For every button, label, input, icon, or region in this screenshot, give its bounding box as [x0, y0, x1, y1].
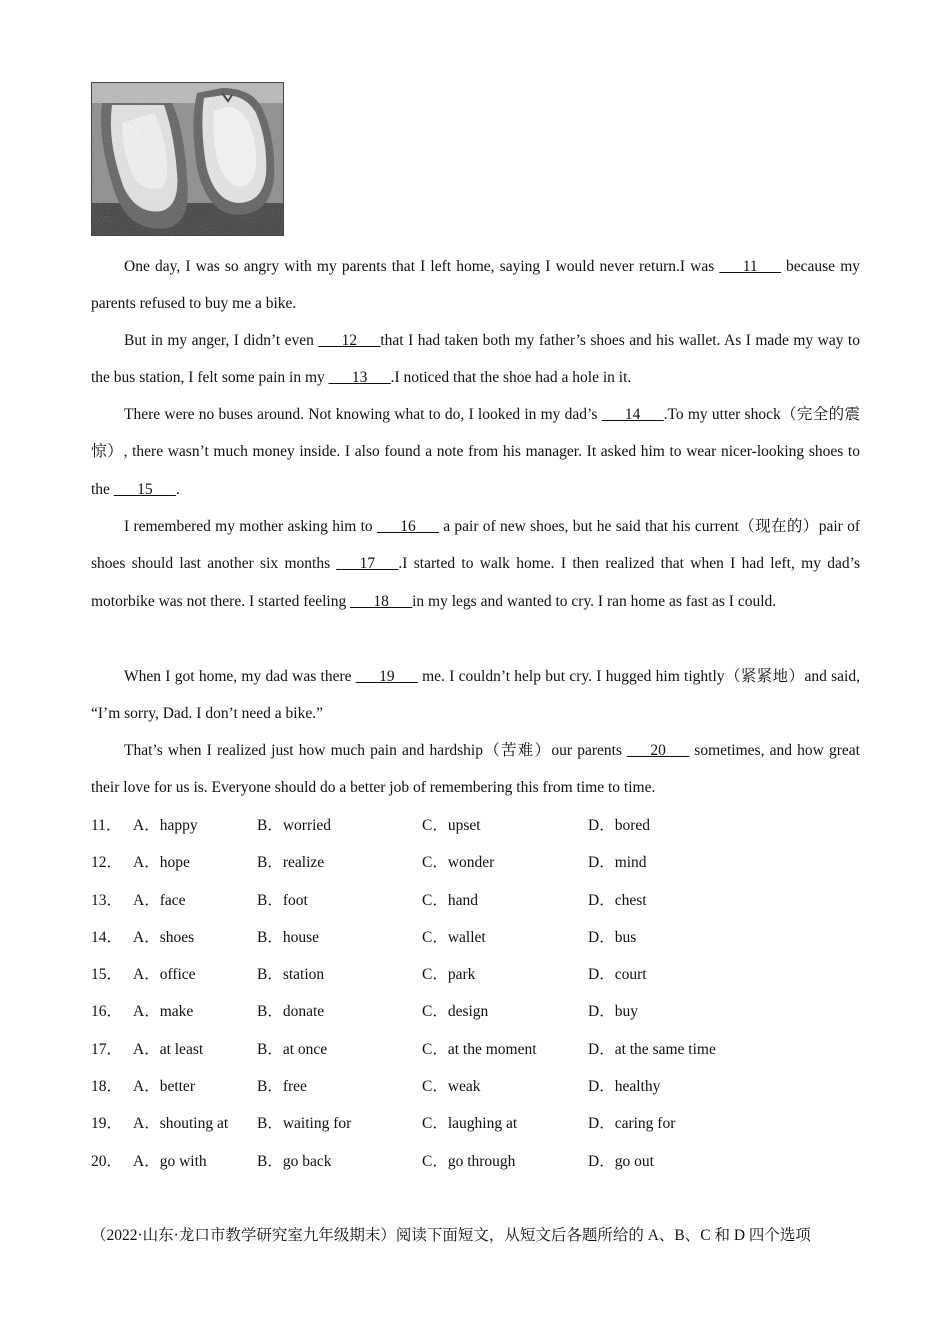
question-16 [91, 993, 861, 1030]
blank-12: ___12___ [318, 332, 381, 349]
option-b: B．worried [257, 817, 332, 834]
blank-13: ___13___ [328, 369, 391, 387]
question-number: 16． [91, 1003, 123, 1021]
option-d: D．caring for [588, 1115, 676, 1133]
passage-paragraph-2 [91, 322, 860, 397]
option-d: D．at the same time [588, 1040, 716, 1058]
option-b: B．waiting for [257, 1115, 352, 1133]
option-c: C．wallet [422, 928, 486, 946]
passage-text: .To my utter shock（完全的震惊）, there wasn’t much money inside. I also found a note from his manager. It asked him to wear nicer-looking shoes to the [91, 406, 860, 498]
option-d: D．mind [588, 854, 647, 872]
question-number: 13． [91, 891, 123, 909]
blank-15: ___15___ [113, 480, 176, 498]
passage-text: One day, I was so angry with my parents that I left home, saying I would never return.I was [124, 258, 720, 275]
next-section-instructions: （2022·山东·龙口市教学研究室九年级期末）阅读下面短文，从短文后各题所给的 A、B、C 和 D 四个选项 [91, 1227, 811, 1244]
option-a: A．better [133, 1078, 195, 1096]
option-b: B．at once [257, 1040, 328, 1058]
passage-text: I remembered my mother asking him to [124, 518, 377, 535]
passage-text: in my legs and wanted to cry. I ran home as fast as I could. [412, 592, 777, 610]
passage-paragraph-3 [91, 396, 860, 508]
option-d: D．bus [588, 928, 637, 946]
question-number: 15． [91, 966, 123, 984]
question-17 [91, 1031, 861, 1068]
passage-text: But in my anger, I didn’t even [124, 332, 319, 349]
passage-text: because my parents refused to buy me a bike. [91, 258, 861, 313]
option-b: B．free [257, 1078, 307, 1096]
option-c: C．design [422, 1003, 489, 1021]
option-a: A．office [133, 966, 196, 984]
question-number: 14． [91, 928, 123, 946]
blank-19: ___19___ [355, 668, 418, 685]
option-b: B．foot [257, 891, 308, 909]
option-a: A．go with [133, 1152, 207, 1170]
option-c: C．hand [422, 891, 478, 909]
question-number: 11． [91, 817, 122, 834]
option-a: A．happy [133, 817, 198, 834]
option-d: D．go out [588, 1152, 654, 1170]
option-c: C．upset [422, 817, 481, 834]
question-number: 18． [91, 1078, 123, 1096]
passage-text: that I had taken both my father’s shoes and his wallet. As I made my way to the bus station, I felt some pain in my [91, 332, 860, 387]
option-c: C．laughing at [422, 1115, 518, 1133]
passage-text: When I got home, my dad was there [124, 668, 356, 685]
passage-text: .I noticed that the shoe had a hole in it. [390, 369, 632, 387]
question-12 [91, 844, 861, 881]
option-b: B．house [257, 928, 320, 946]
blank-11: ___11___ [719, 258, 781, 275]
passage-text: That’s when I realized just how much pain and hardship（苦难）our parents [124, 742, 628, 759]
worn-shoes-image [92, 83, 283, 235]
question-11 [91, 807, 861, 844]
option-a: A．face [133, 891, 186, 909]
option-c: C．wonder [422, 854, 495, 872]
passage-text: .I started to walk home. I then realized that when I had left, my dad’s motorbike was not there. I started feeling [91, 555, 860, 610]
passage-paragraph-6 [91, 732, 860, 807]
option-a: A．make [133, 1003, 194, 1021]
question-number: 20． [91, 1152, 123, 1170]
question-number: 19． [91, 1115, 123, 1133]
option-b: B．donate [257, 1003, 325, 1021]
option-d: D．court [588, 966, 647, 984]
option-c: C．go through [422, 1152, 516, 1170]
option-b: B．station [257, 966, 325, 984]
option-a: A．at least [133, 1040, 204, 1058]
option-c: C．park [422, 966, 476, 984]
option-b: B．go back [257, 1152, 332, 1170]
worn-shoes-photo [91, 82, 284, 236]
passage-text: a pair of new shoes, but he said that his current（现在的）pair of shoes should last another six months [91, 518, 861, 573]
option-b: B．realize [257, 854, 325, 872]
question-number: 17． [91, 1040, 123, 1058]
blank-14: ___14___ [601, 406, 664, 423]
question-options [91, 807, 861, 1180]
question-18 [91, 1068, 861, 1105]
blank-16: ___16___ [376, 518, 439, 535]
passage-text: There were no buses around. Not knowing what to do, I looked in my dad’s [124, 406, 602, 423]
question-13 [91, 882, 861, 919]
question-number: 12． [91, 854, 123, 872]
blank-18: ___18___ [350, 592, 413, 610]
option-d: D．healthy [588, 1078, 661, 1096]
option-a: A．shoes [133, 928, 195, 946]
option-d: D．buy [588, 1003, 638, 1021]
question-20 [91, 1143, 861, 1180]
passage-text: sometimes, and how great their love for us is. Everyone should do a better job of remembering this from time to time. [91, 742, 860, 797]
passage-text: me. I couldn’t help but cry. I hugged him tightly（紧紧地）and said, “I’m sorry, Dad. I don’t need a bike.” [91, 668, 860, 723]
option-a: A．shouting at [133, 1115, 229, 1133]
option-c: C．at the moment [422, 1040, 537, 1058]
passage-paragraph-5 [91, 658, 860, 733]
blank-17: ___17___ [336, 555, 399, 573]
passage-paragraph-4 [91, 508, 860, 620]
question-14 [91, 919, 861, 956]
option-c: C．weak [422, 1078, 481, 1096]
option-d: D．bored [588, 817, 650, 834]
passage-paragraph-1 [91, 248, 860, 323]
question-15 [91, 956, 861, 993]
passage-text: . [175, 480, 180, 498]
option-d: D．chest [588, 891, 647, 909]
blank-20: ___20___ [627, 742, 690, 759]
question-19 [91, 1105, 861, 1142]
option-a: A．hope [133, 854, 190, 872]
